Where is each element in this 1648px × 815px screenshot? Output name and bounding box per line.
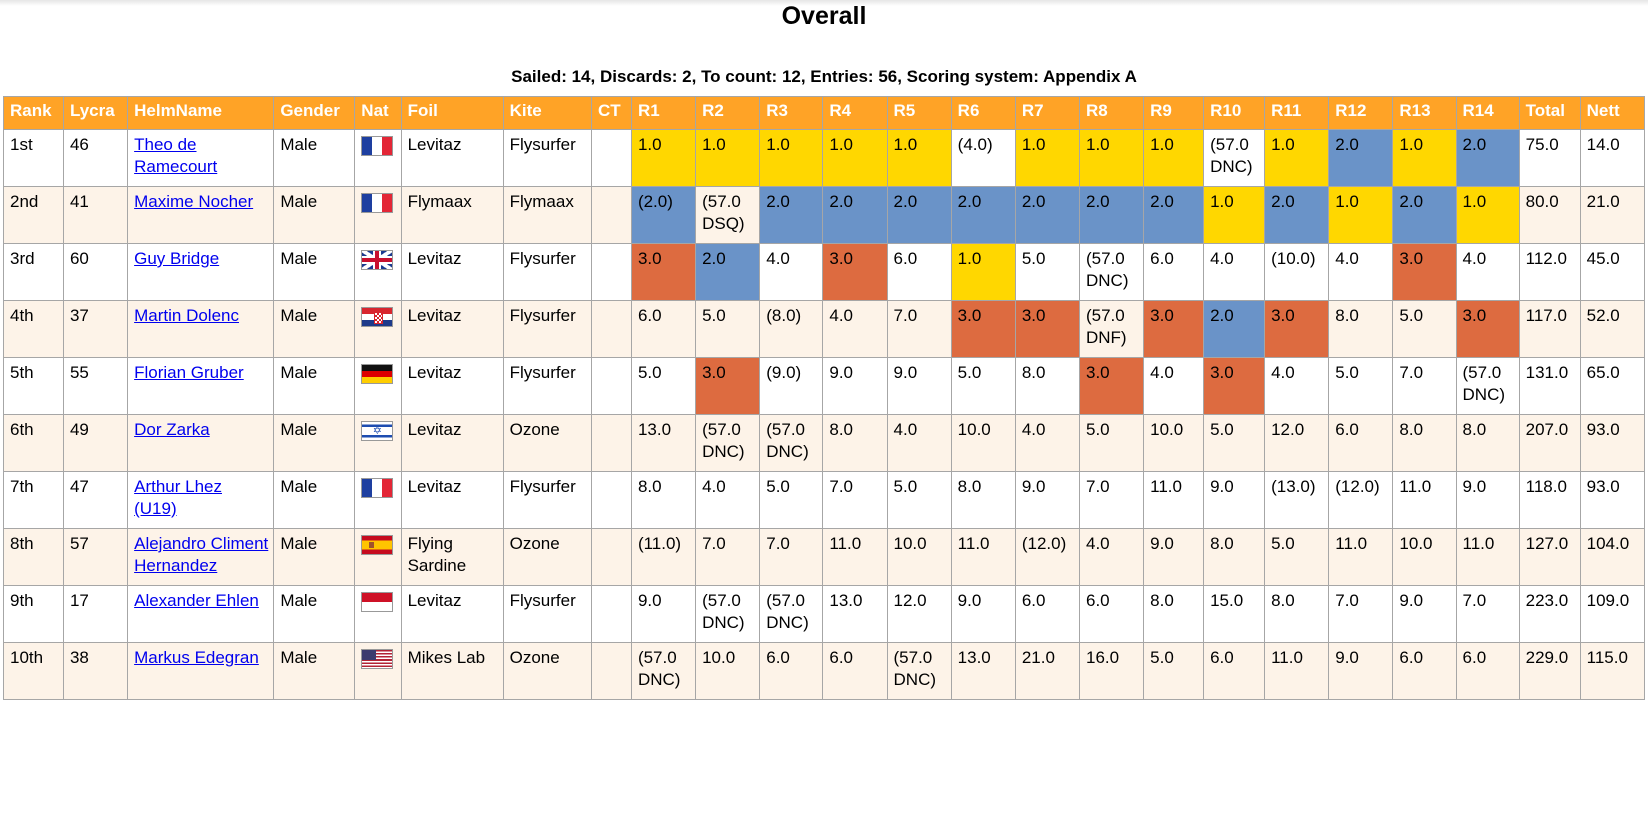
race-score-cell: (8.0): [760, 301, 823, 358]
race-score-cell: 8.0: [1329, 301, 1393, 358]
helm-cell: [128, 643, 274, 700]
race-score-cell: 1.0: [1204, 187, 1265, 244]
nett-cell: 104.0: [1580, 529, 1644, 586]
total-cell: 229.0: [1519, 643, 1580, 700]
race-score-cell: 7.0: [887, 301, 951, 358]
race-score-cell: (4.0): [951, 130, 1015, 187]
race-score-cell: 1.0: [1079, 130, 1143, 187]
race-score-cell: 8.0: [631, 472, 695, 529]
table-row: [4, 244, 1645, 301]
foil-cell: Levitaz: [401, 472, 503, 529]
ct-cell: [591, 130, 631, 187]
ct-cell: [591, 244, 631, 301]
rank-cell: 7th: [4, 472, 64, 529]
table-row: [4, 415, 1645, 472]
flag-spain-icon: [361, 535, 393, 555]
race-score-cell: 3.0: [1015, 301, 1079, 358]
rank-cell: 6th: [4, 415, 64, 472]
race-score-cell: 2.0: [1393, 187, 1456, 244]
rank-cell: 8th: [4, 529, 64, 586]
race-score-cell: 6.0: [1456, 643, 1519, 700]
race-score-cell: 10.0: [1144, 415, 1204, 472]
column-header-r9[interactable]: R9: [1144, 97, 1204, 130]
kite-cell: Flysurfer: [503, 358, 591, 415]
race-score-cell: 9.0: [887, 358, 951, 415]
results-table: [3, 96, 1645, 700]
race-score-cell: 4.0: [887, 415, 951, 472]
flag-france-icon: [361, 478, 393, 498]
lycra-cell: 37: [63, 301, 127, 358]
column-header-r12[interactable]: R12: [1329, 97, 1393, 130]
column-header-r3[interactable]: R3: [760, 97, 823, 130]
race-score-cell: 3.0: [1456, 301, 1519, 358]
total-cell: 207.0: [1519, 415, 1580, 472]
lycra-cell: 17: [63, 586, 127, 643]
race-score-cell: 1.0: [951, 244, 1015, 301]
race-score-cell: 5.0: [1204, 415, 1265, 472]
race-score-cell: 5.0: [1079, 415, 1143, 472]
race-score-cell: 5.0: [1144, 643, 1204, 700]
helm-name-link[interactable]: Florian Gruber: [134, 363, 244, 382]
column-header-total[interactable]: Total: [1519, 97, 1580, 130]
race-score-cell: 2.0: [887, 187, 951, 244]
race-score-cell: 3.0: [1144, 301, 1204, 358]
race-score-cell: 6.0: [1329, 415, 1393, 472]
gender-cell: Male: [274, 643, 355, 700]
race-score-cell: 9.0: [1015, 472, 1079, 529]
foil-cell: Levitaz: [401, 358, 503, 415]
race-score-cell: 1.0: [1144, 130, 1204, 187]
lycra-cell: 41: [63, 187, 127, 244]
race-score-cell: 2.0: [1456, 130, 1519, 187]
race-score-cell: 1.0: [1015, 130, 1079, 187]
nat-cell: [355, 130, 401, 187]
race-score-cell: 7.0: [696, 529, 760, 586]
gender-cell: Male: [274, 415, 355, 472]
race-score-cell: 2.0: [696, 244, 760, 301]
helm-cell: [128, 529, 274, 586]
race-score-cell: 6.0: [1393, 643, 1456, 700]
race-score-cell: 11.0: [1265, 643, 1329, 700]
race-score-cell: 9.0: [823, 358, 887, 415]
race-score-cell: 3.0: [951, 301, 1015, 358]
race-score-cell: 1.0: [823, 130, 887, 187]
race-score-cell: 7.0: [1329, 586, 1393, 643]
race-score-cell: 4.0: [760, 244, 823, 301]
flag-uk-icon: [361, 250, 393, 270]
ct-cell: [591, 643, 631, 700]
foil-cell: Levitaz: [401, 415, 503, 472]
table-row: [4, 529, 1645, 586]
race-score-cell: 5.0: [696, 301, 760, 358]
helm-cell: [128, 358, 274, 415]
table-row: [4, 187, 1645, 244]
nat-cell: [355, 586, 401, 643]
race-score-cell: 1.0: [1329, 187, 1393, 244]
race-score-cell: 10.0: [951, 415, 1015, 472]
helm-cell: [128, 472, 274, 529]
gender-cell: Male: [274, 472, 355, 529]
race-score-cell: 3.0: [823, 244, 887, 301]
race-score-cell: 2.0: [760, 187, 823, 244]
race-score-cell: (57.0 DNC): [1079, 244, 1143, 301]
race-score-cell: 1.0: [1393, 130, 1456, 187]
race-score-cell: 6.0: [1079, 586, 1143, 643]
race-score-cell: 6.0: [1144, 244, 1204, 301]
column-header-r5[interactable]: R5: [887, 97, 951, 130]
race-score-cell: 21.0: [1015, 643, 1079, 700]
nat-cell: [355, 472, 401, 529]
ct-cell: [591, 358, 631, 415]
race-score-cell: 1.0: [1456, 187, 1519, 244]
race-score-cell: 8.0: [1144, 586, 1204, 643]
lycra-cell: 47: [63, 472, 127, 529]
race-score-cell: 2.0: [823, 187, 887, 244]
race-score-cell: 10.0: [887, 529, 951, 586]
race-score-cell: 7.0: [760, 529, 823, 586]
column-header-r4[interactable]: R4: [823, 97, 887, 130]
race-score-cell: 5.0: [760, 472, 823, 529]
race-score-cell: 5.0: [1265, 529, 1329, 586]
race-score-cell: 3.0: [1079, 358, 1143, 415]
race-score-cell: (13.0): [1265, 472, 1329, 529]
kite-cell: Flysurfer: [503, 472, 591, 529]
page-title: Overall: [781, 2, 867, 30]
foil-cell: Flying Sardine: [401, 529, 503, 586]
nat-cell: [355, 187, 401, 244]
nat-cell: [355, 301, 401, 358]
helm-cell: [128, 130, 274, 187]
column-header-r8[interactable]: R8: [1079, 97, 1143, 130]
race-score-cell: 11.0: [1456, 529, 1519, 586]
table-row: [4, 301, 1645, 358]
race-score-cell: 9.0: [1393, 586, 1456, 643]
nett-cell: 109.0: [1580, 586, 1644, 643]
lycra-cell: 49: [63, 415, 127, 472]
gender-cell: Male: [274, 301, 355, 358]
nett-cell: 93.0: [1580, 415, 1644, 472]
race-score-cell: 2.0: [1079, 187, 1143, 244]
rank-cell: 3rd: [4, 244, 64, 301]
race-score-cell: 6.0: [1204, 643, 1265, 700]
race-score-cell: 5.0: [631, 358, 695, 415]
race-score-cell: 1.0: [696, 130, 760, 187]
nett-cell: 115.0: [1580, 643, 1644, 700]
helm-cell: [128, 415, 274, 472]
ct-cell: [591, 301, 631, 358]
race-score-cell: 7.0: [1079, 472, 1143, 529]
column-header-r10[interactable]: R10: [1204, 97, 1265, 130]
race-score-cell: (12.0): [1015, 529, 1079, 586]
race-score-cell: 5.0: [1393, 301, 1456, 358]
total-cell: 117.0: [1519, 301, 1580, 358]
race-score-cell: 1.0: [760, 130, 823, 187]
race-score-cell: 12.0: [887, 586, 951, 643]
total-cell: 112.0: [1519, 244, 1580, 301]
helm-name-link[interactable]: Dor Zarka: [134, 420, 210, 439]
race-score-cell: (57.0 DNC): [696, 586, 760, 643]
kite-cell: Ozone: [503, 529, 591, 586]
race-score-cell: (57.0 DNC): [696, 415, 760, 472]
column-header-foil[interactable]: Foil: [401, 97, 503, 130]
race-score-cell: 8.0: [1393, 415, 1456, 472]
total-cell: 80.0: [1519, 187, 1580, 244]
ct-cell: [591, 415, 631, 472]
race-score-cell: 4.0: [1204, 244, 1265, 301]
total-cell: 75.0: [1519, 130, 1580, 187]
column-header-r1[interactable]: R1: [631, 97, 695, 130]
race-score-cell: 2.0: [1265, 187, 1329, 244]
race-score-cell: 4.0: [1456, 244, 1519, 301]
kite-cell: Ozone: [503, 415, 591, 472]
series-summary: Sailed: 14, Discards: 2, To count: 12, Entries: 56, Scoring system: Appendix A: [511, 67, 1137, 86]
nett-cell: 45.0: [1580, 244, 1644, 301]
gender-cell: Male: [274, 529, 355, 586]
race-score-cell: 5.0: [1015, 244, 1079, 301]
race-score-cell: 6.0: [887, 244, 951, 301]
race-score-cell: 3.0: [631, 244, 695, 301]
table-row: [4, 643, 1645, 700]
kite-cell: Flysurfer: [503, 301, 591, 358]
column-header-r13[interactable]: R13: [1393, 97, 1456, 130]
table-row: [4, 472, 1645, 529]
race-score-cell: 6.0: [760, 643, 823, 700]
header-row: [4, 97, 1645, 130]
race-score-cell: 8.0: [1204, 529, 1265, 586]
flag-usa-icon: [361, 649, 393, 669]
race-score-cell: 7.0: [823, 472, 887, 529]
nat-cell: [355, 529, 401, 586]
race-score-cell: (12.0): [1329, 472, 1393, 529]
race-score-cell: 7.0: [1393, 358, 1456, 415]
race-score-cell: (10.0): [1265, 244, 1329, 301]
nett-cell: 21.0: [1580, 187, 1644, 244]
flag-israel-icon: [361, 421, 393, 441]
lycra-cell: 46: [63, 130, 127, 187]
race-score-cell: 10.0: [1393, 529, 1456, 586]
race-score-cell: 4.0: [823, 301, 887, 358]
race-score-cell: 2.0: [1329, 130, 1393, 187]
race-score-cell: 2.0: [1015, 187, 1079, 244]
column-header-kite[interactable]: Kite: [503, 97, 591, 130]
column-header-rank[interactable]: Rank: [4, 97, 64, 130]
race-score-cell: (9.0): [760, 358, 823, 415]
race-score-cell: 3.0: [696, 358, 760, 415]
race-score-cell: 2.0: [951, 187, 1015, 244]
race-score-cell: 11.0: [823, 529, 887, 586]
race-score-cell: 9.0: [631, 586, 695, 643]
race-score-cell: 8.0: [951, 472, 1015, 529]
race-score-cell: 4.0: [1265, 358, 1329, 415]
race-score-cell: 1.0: [1265, 130, 1329, 187]
column-header-helmname[interactable]: HelmName: [128, 97, 274, 130]
flag-france-icon: [361, 136, 393, 156]
race-score-cell: 6.0: [1015, 586, 1079, 643]
race-score-cell: 12.0: [1265, 415, 1329, 472]
nat-cell: [355, 244, 401, 301]
gender-cell: Male: [274, 586, 355, 643]
race-score-cell: 15.0: [1204, 586, 1265, 643]
kite-cell: Flysurfer: [503, 130, 591, 187]
race-score-cell: 7.0: [1456, 586, 1519, 643]
race-score-cell: (57.0 DNF): [1079, 301, 1143, 358]
column-header-r11[interactable]: R11: [1265, 97, 1329, 130]
column-header-r2[interactable]: R2: [696, 97, 760, 130]
kite-cell: Ozone: [503, 643, 591, 700]
race-score-cell: 4.0: [696, 472, 760, 529]
column-header-lycra[interactable]: Lycra: [63, 97, 127, 130]
helm-cell: [128, 244, 274, 301]
lycra-cell: 60: [63, 244, 127, 301]
race-score-cell: 4.0: [1015, 415, 1079, 472]
race-score-cell: (57.0 DNC): [887, 643, 951, 700]
helm-name-link[interactable]: Maxime Nocher: [134, 192, 254, 211]
race-score-cell: 4.0: [1079, 529, 1143, 586]
flag-france-icon: [361, 193, 393, 213]
race-score-cell: 4.0: [1329, 244, 1393, 301]
race-score-cell: 11.0: [1393, 472, 1456, 529]
race-score-cell: 9.0: [1204, 472, 1265, 529]
race-score-cell: 11.0: [951, 529, 1015, 586]
helm-cell: [128, 586, 274, 643]
race-score-cell: 10.0: [696, 643, 760, 700]
race-score-cell: 4.0: [1144, 358, 1204, 415]
gender-cell: Male: [274, 187, 355, 244]
table-row: [4, 130, 1645, 187]
flag-indonesia-icon: [361, 592, 393, 612]
lycra-cell: 55: [63, 358, 127, 415]
helm-name-link[interactable]: Arthur Lhez (U19): [134, 477, 222, 518]
lycra-cell: 57: [63, 529, 127, 586]
helm-name-link[interactable]: Theo de Ramecourt: [134, 135, 218, 176]
race-score-cell: 11.0: [1329, 529, 1393, 586]
race-score-cell: 9.0: [1329, 643, 1393, 700]
total-cell: 118.0: [1519, 472, 1580, 529]
ct-cell: [591, 586, 631, 643]
race-score-cell: (57.0 DNC): [760, 415, 823, 472]
gender-cell: Male: [274, 358, 355, 415]
race-score-cell: 13.0: [631, 415, 695, 472]
rank-cell: 5th: [4, 358, 64, 415]
race-score-cell: (57.0 DNC): [631, 643, 695, 700]
foil-cell: Mikes Lab: [401, 643, 503, 700]
race-score-cell: (11.0): [631, 529, 695, 586]
nett-cell: 52.0: [1580, 301, 1644, 358]
race-score-cell: (57.0 DNC): [1456, 358, 1519, 415]
race-score-cell: 16.0: [1079, 643, 1143, 700]
race-score-cell: 2.0: [1204, 301, 1265, 358]
flag-germany-icon: [361, 364, 393, 384]
column-header-gender[interactable]: Gender: [274, 97, 355, 130]
race-score-cell: 9.0: [1144, 529, 1204, 586]
nett-cell: 65.0: [1580, 358, 1644, 415]
foil-cell: Levitaz: [401, 130, 503, 187]
ct-cell: [591, 529, 631, 586]
gender-cell: Male: [274, 244, 355, 301]
foil-cell: Levitaz: [401, 301, 503, 358]
nat-cell: [355, 415, 401, 472]
race-score-cell: (2.0): [631, 187, 695, 244]
table-row: [4, 586, 1645, 643]
rank-cell: 4th: [4, 301, 64, 358]
nat-cell: [355, 643, 401, 700]
race-score-cell: 5.0: [1329, 358, 1393, 415]
ct-cell: [591, 472, 631, 529]
race-score-cell: (57.0 DNC): [1204, 130, 1265, 187]
kite-cell: Flysurfer: [503, 586, 591, 643]
column-header-r6[interactable]: R6: [951, 97, 1015, 130]
helm-name-link[interactable]: Alejandro Climent Hernandez: [134, 534, 269, 575]
rank-cell: 10th: [4, 643, 64, 700]
race-score-cell: 13.0: [951, 643, 1015, 700]
column-header-ct[interactable]: CT: [591, 97, 631, 130]
race-score-cell: 3.0: [1393, 244, 1456, 301]
foil-cell: Flymaax: [401, 187, 503, 244]
helm-name-link[interactable]: Alexander Ehlen: [134, 591, 259, 610]
column-header-r14[interactable]: R14: [1456, 97, 1519, 130]
helm-name-link[interactable]: Martin Dolenc: [134, 306, 239, 325]
race-score-cell: 3.0: [1265, 301, 1329, 358]
race-score-cell: 9.0: [1456, 472, 1519, 529]
helm-name-link[interactable]: Markus Edegran: [134, 648, 259, 667]
column-header-nat[interactable]: Nat: [355, 97, 401, 130]
race-score-cell: 9.0: [951, 586, 1015, 643]
nett-cell: 93.0: [1580, 472, 1644, 529]
helm-cell: [128, 301, 274, 358]
race-score-cell: 13.0: [823, 586, 887, 643]
race-score-cell: 6.0: [631, 301, 695, 358]
results-body: [4, 130, 1645, 700]
helm-name-link[interactable]: Guy Bridge: [134, 249, 220, 268]
race-score-cell: (57.0 DNC): [760, 586, 823, 643]
kite-cell: Flysurfer: [503, 244, 591, 301]
race-score-cell: 11.0: [1144, 472, 1204, 529]
total-cell: 127.0: [1519, 529, 1580, 586]
race-score-cell: 5.0: [951, 358, 1015, 415]
table-row: [4, 358, 1645, 415]
gender-cell: Male: [274, 130, 355, 187]
ct-cell: [591, 187, 631, 244]
kite-cell: Flymaax: [503, 187, 591, 244]
nat-cell: [355, 358, 401, 415]
foil-cell: Levitaz: [401, 586, 503, 643]
race-score-cell: 5.0: [887, 472, 951, 529]
flag-croatia-icon: [361, 307, 393, 327]
race-score-cell: 8.0: [1015, 358, 1079, 415]
helm-cell: [128, 187, 274, 244]
column-header-nett[interactable]: Nett: [1580, 97, 1644, 130]
rank-cell: 2nd: [4, 187, 64, 244]
race-score-cell: 8.0: [1456, 415, 1519, 472]
lycra-cell: 38: [63, 643, 127, 700]
rank-cell: 1st: [4, 130, 64, 187]
race-score-cell: 3.0: [1204, 358, 1265, 415]
rank-cell: 9th: [4, 586, 64, 643]
total-cell: 223.0: [1519, 586, 1580, 643]
race-score-cell: 1.0: [631, 130, 695, 187]
race-score-cell: 6.0: [823, 643, 887, 700]
nett-cell: 14.0: [1580, 130, 1644, 187]
foil-cell: Levitaz: [401, 244, 503, 301]
column-header-r7[interactable]: R7: [1015, 97, 1079, 130]
race-score-cell: 2.0: [1144, 187, 1204, 244]
race-score-cell: 8.0: [1265, 586, 1329, 643]
total-cell: 131.0: [1519, 358, 1580, 415]
race-score-cell: 8.0: [823, 415, 887, 472]
race-score-cell: (57.0 DSQ): [696, 187, 760, 244]
race-score-cell: 1.0: [887, 130, 951, 187]
